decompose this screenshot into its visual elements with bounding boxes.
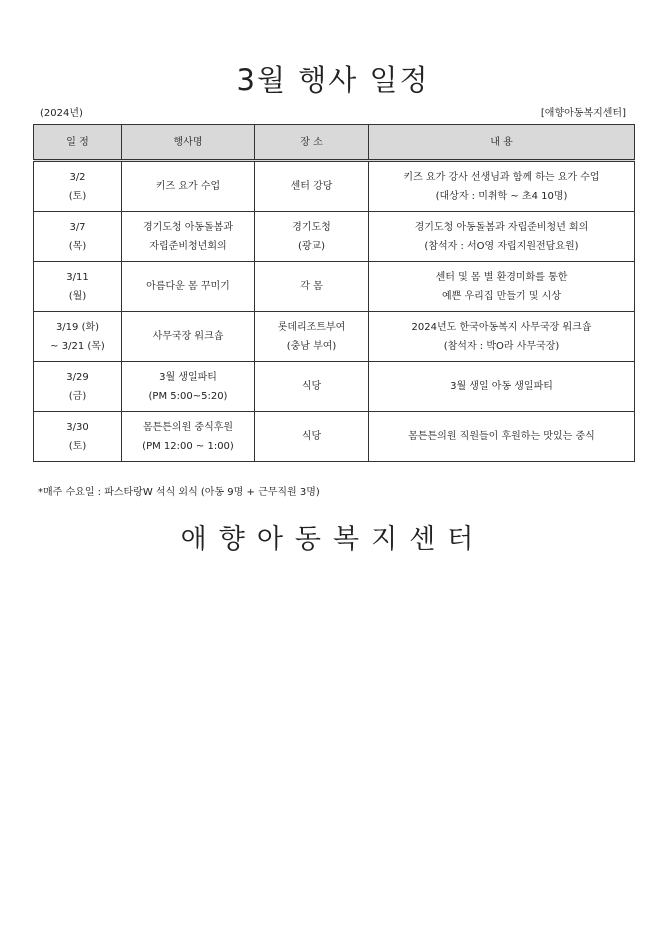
date-cell [34, 412, 122, 462]
date-cell [34, 212, 122, 262]
event-line: 사무국장 워크숍 [152, 331, 224, 342]
table-row [34, 262, 635, 312]
event-line: 몸튼튼의원 중식후원 [142, 421, 234, 433]
table-row [34, 412, 635, 462]
place-cell [255, 212, 369, 262]
content-cell [369, 362, 635, 412]
place-line: 식당 [301, 381, 322, 392]
content-line: 키즈 요가 강사 선생님과 함께 하는 요가 수업 [403, 171, 600, 183]
place-cell [255, 362, 369, 412]
table-row [34, 312, 635, 362]
date-line: 3/29 [66, 371, 89, 383]
content-line: 경기도청 아동돌봄과 자립준비청년 회의 [414, 221, 589, 233]
event-cell [122, 362, 255, 412]
date-line: 3/11 [66, 271, 89, 283]
content-cell [369, 262, 635, 312]
place-cell [255, 262, 369, 312]
content-line: (대상자 : 미취학 ~ 초4 10명) [435, 190, 568, 202]
event-cell [122, 212, 255, 262]
content-cell [369, 412, 635, 462]
place-cell [255, 412, 369, 462]
content-line: 2024년도 한국아동복지 사무국장 워크숍 [411, 321, 592, 333]
date-cell [34, 362, 122, 412]
place-line: (광교) [297, 240, 326, 252]
header-content: 내 용 [369, 125, 635, 161]
table-row [34, 362, 635, 412]
event-line: 키즈 요가 수업 [155, 181, 221, 192]
place-cell [255, 161, 369, 212]
content-line: 몸튼튼의원 직원들이 후원하는 맛있는 중식 [408, 431, 595, 442]
date-line: 3/2 [69, 171, 86, 183]
date-line: ~ 3/21 (목) [50, 340, 105, 352]
date-line: 3/7 [69, 221, 86, 233]
place-cell [255, 312, 369, 362]
event-cell [122, 161, 255, 212]
event-line: (PM 12:00 ~ 1:00) [142, 440, 234, 452]
content-line: (참석자 : 박O라 사무국장) [443, 340, 560, 352]
date-cell [34, 161, 122, 212]
content-cell [369, 161, 635, 212]
header-event: 행사명 [122, 125, 255, 161]
day-line: (월) [68, 290, 87, 302]
schedule-table [33, 124, 635, 462]
content-line: 3월 생일 아동 생일파티 [450, 381, 553, 392]
day-line: (목) [68, 240, 87, 252]
table-row [34, 212, 635, 262]
year-label: (2024년) [40, 108, 83, 119]
page-title: 3월 행사 일정 [236, 63, 430, 97]
table-header-row [34, 125, 635, 161]
weekly-note: *매주 수요일 : 파스타랑W 석식 외식 (아동 9명 + 근무직원 3명) [38, 487, 320, 498]
place-line: 각 몸 [300, 281, 323, 292]
date-cell [34, 312, 122, 362]
event-line: 자립준비청년회의 [149, 240, 227, 252]
content-cell [369, 312, 635, 362]
event-line: 아름다운 몸 꾸미기 [146, 281, 230, 292]
content-line: 예쁜 우리집 만들기 및 시상 [442, 290, 561, 302]
place-line: 롯데리조트부여 [277, 321, 346, 333]
footer-org-name: 애향아동복지센터 [180, 524, 486, 555]
place-line: 센터 강당 [290, 181, 333, 192]
content-line: 센터 및 몸 별 환경미화를 통한 [435, 271, 568, 283]
event-cell [122, 262, 255, 312]
day-line: (토) [68, 190, 87, 202]
content-line: (참석자 : 서O영 자립지원전담요원) [424, 240, 579, 252]
event-cell [122, 412, 255, 462]
day-line: (토) [68, 440, 87, 452]
date-cell [34, 262, 122, 312]
event-line: 3월 생일파티 [159, 371, 217, 383]
table-row [34, 161, 635, 212]
date-line: 3/30 [66, 421, 89, 433]
org-label: [애향아동복지센터] [540, 108, 626, 119]
date-line: 3/19 (화) [55, 321, 100, 333]
header-date: 일 정 [34, 125, 122, 161]
event-line: (PM 5:00~5:20) [148, 390, 228, 402]
day-line: (금) [68, 390, 87, 402]
header-place: 장 소 [255, 125, 369, 161]
place-line: 식당 [301, 431, 322, 442]
event-cell [122, 312, 255, 362]
place-line: 경기도청 [292, 221, 331, 233]
place-line: (충남 부여) [286, 340, 337, 352]
event-line: 경기도청 아동돌봄과 [142, 221, 234, 233]
content-cell [369, 212, 635, 262]
